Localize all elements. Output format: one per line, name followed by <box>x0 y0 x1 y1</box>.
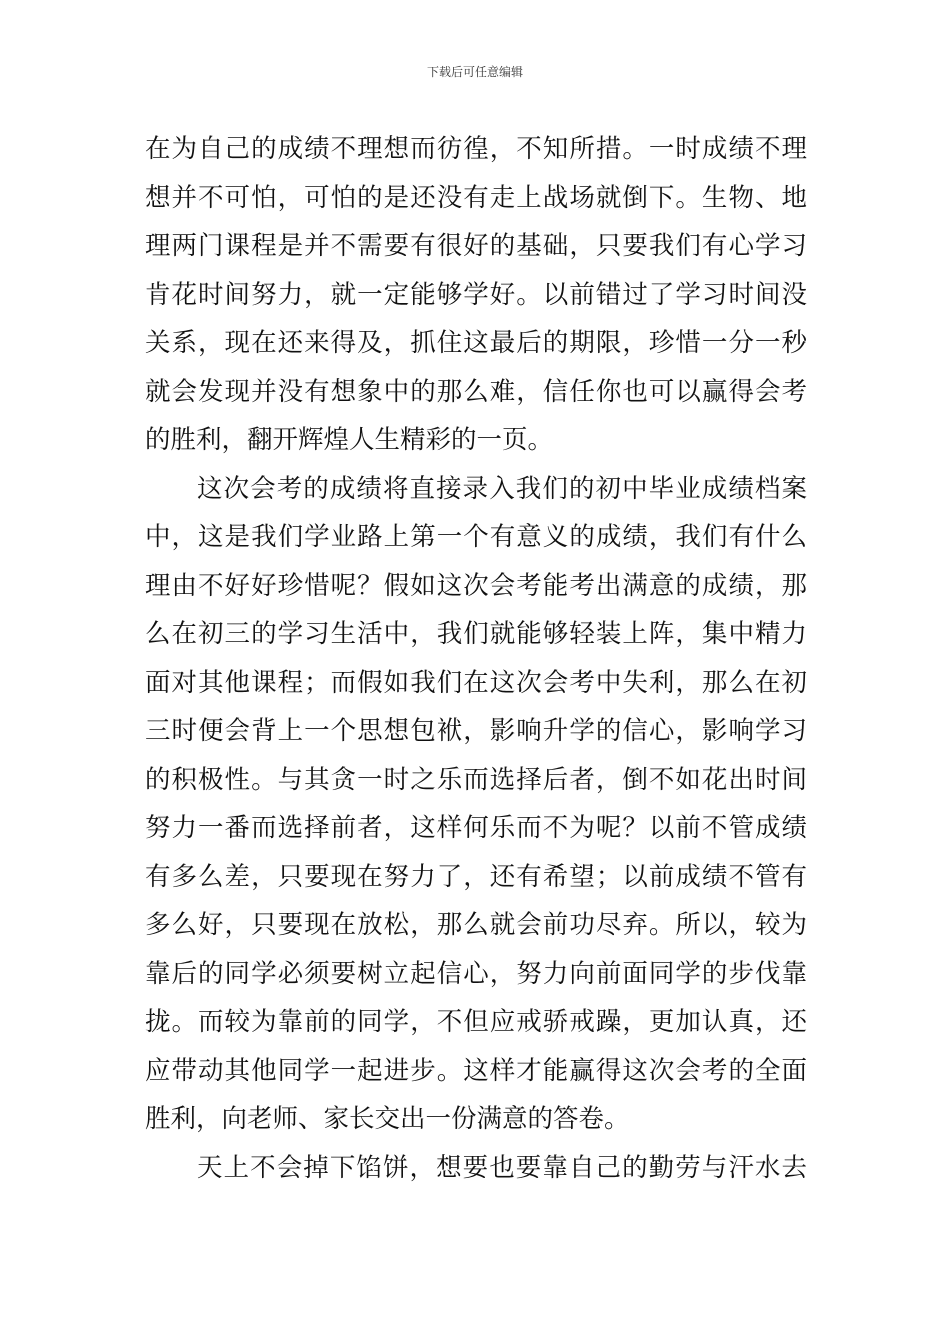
document-body <box>145 125 807 1192</box>
text-line: 想并不可怕，可怕的是还没有走上战场就倒下。生物、地 <box>145 182 807 213</box>
text-line: 的积极性。与其贪一时之乐而选择后者，倒不如花出时间 <box>145 764 807 795</box>
text-line: 天上不会掉下馅饼，想要也要靠自己的勤劳与汗水去 <box>197 1152 807 1183</box>
text-line: 关系，现在还来得及，抓住这最后的期限，珍惜一分一秒 <box>145 328 807 358</box>
text-line: 这次会考的成绩将直接录入我们的初中毕业成绩档案 <box>197 473 807 504</box>
text-line: 的胜利，翻开辉煌人生精彩的一页。 <box>145 425 554 455</box>
text-line: 中，这是我们学业路上第一个有意义的成绩，我们有什么 <box>145 522 807 552</box>
text-line: 多么好，只要现在放松，那么就会前功尽弃。所以，较为 <box>145 910 807 940</box>
text-line: 在为自己的成绩不理想而彷徨，不知所措。一时成绩不理 <box>145 134 807 164</box>
text-line: 理由不好好珍惜呢？假如这次会考能考出满意的成绩，那 <box>145 570 807 601</box>
page-header: 下载后可任意编辑 <box>426 65 523 79</box>
text-line: 理两门课程是并不需要有很好的基础，只要我们有心学习 <box>145 231 807 261</box>
text-line: 努力一番而选择前者，这样何乐而不为呢？以前不管成绩 <box>145 813 807 843</box>
text-line: 靠后的同学必须要树立起信心，努力向前面同学的步伐靠 <box>145 958 807 989</box>
paragraph <box>145 465 807 1144</box>
text-line: 胜利，向老师、家长交出一份满意的答卷。 <box>145 1104 630 1134</box>
text-line: 面对其他课程；而假如我们在这次会考中失利，那么在初 <box>145 667 807 698</box>
text-line: 三时便会背上一个思想包袱，影响升学的信心，影响学习 <box>145 716 807 746</box>
text-line: 拢。而较为靠前的同学，不但应戒骄戒躁，更加认真，还 <box>145 1007 807 1037</box>
text-line: 么在初三的学习生活中，我们就能够轻装上阵，集中精力 <box>145 619 807 649</box>
paragraph <box>145 125 807 465</box>
text-line: 有多么差，只要现在努力了，还有希望；以前成绩不管有 <box>145 861 807 892</box>
text-line: 肯花时间努力，就一定能够学好。以前错过了学习时间没 <box>145 279 807 310</box>
text-line: 应带动其他同学一起进步。这样才能赢得这次会考的全面 <box>145 1055 807 1086</box>
paragraph <box>145 1144 807 1193</box>
text-line: 就会发现并没有想象中的那么难，信任你也可以赢得会考 <box>145 376 807 407</box>
